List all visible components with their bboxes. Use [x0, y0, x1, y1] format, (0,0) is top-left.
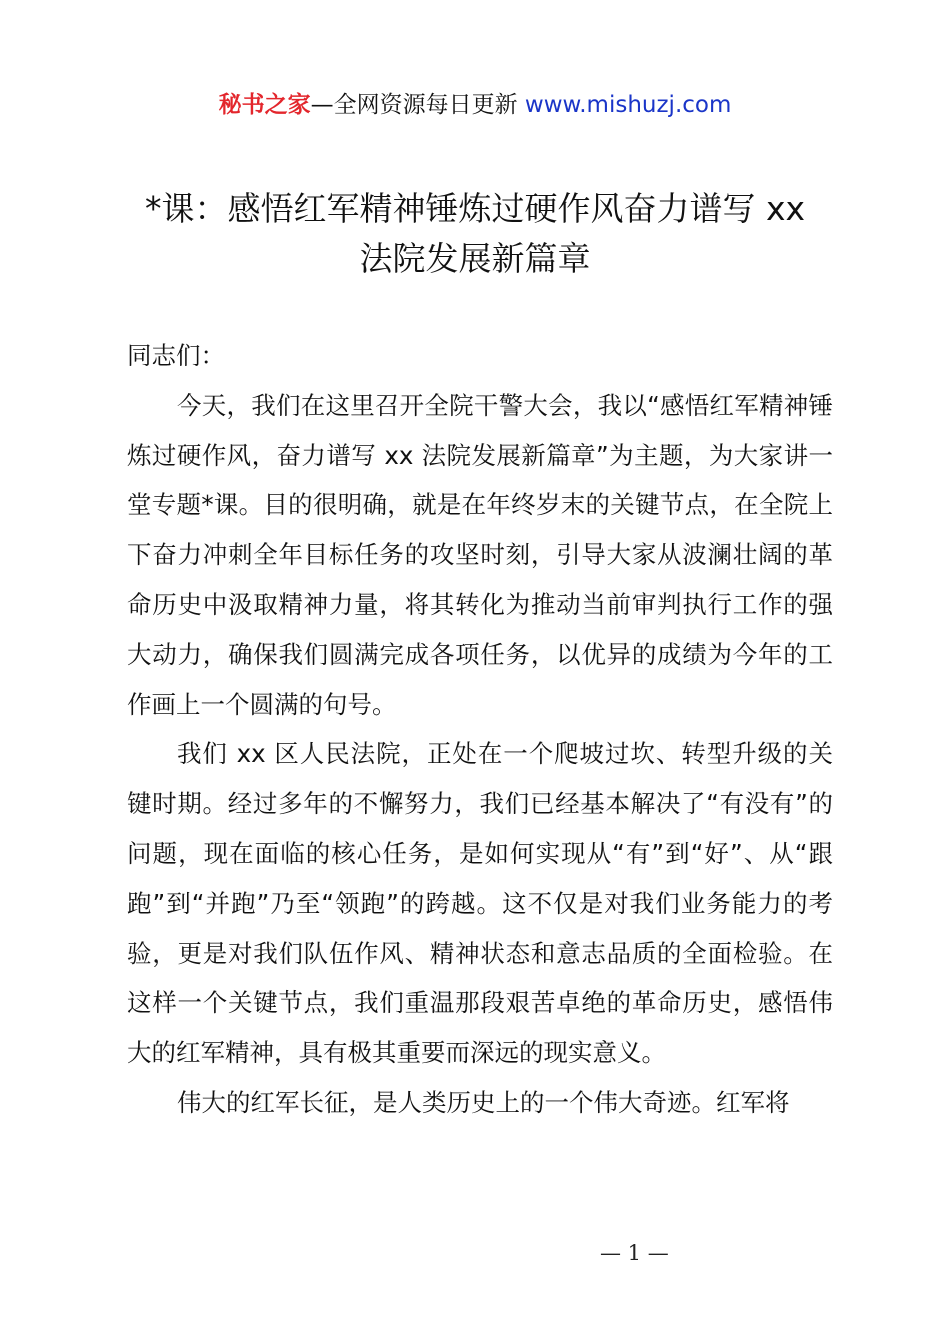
paragraph-1: 今天，我们在这里召开全院干警大会，我以“感悟红军精神锤炼过硬作风，奋力谱写 xx 法院发展新篇章”为主题，为大家讲一堂专题*课。目的很明确，就是在年终岁末的关键节点，在全院上下奋力冲刺全年目标任务的攻坚时刻，引导大家从波澜壮阔的革命历史中汲取精神力量，将其转化为推动当前审判执行工作的强大动力，确保我们圆满完成各项任务，以优异的成绩为今年的工作画上一个圆满的句号。: [127, 390, 833, 719]
greeting: 同志们：: [127, 341, 225, 370]
brand-name: 秘书之家: [218, 92, 311, 118]
title-line-2: 法院发展新篇章: [359, 239, 591, 278]
paragraph-2: 我们 xx 区人民法院，正处在一个爬坡过坎、转型升级的关键时期。经过多年的不懈努力，我们已经基本解决了“有没有”的问题，现在面临的核心任务，是如何实现从“有”到“好”、从“跟跑”到“并跑”乃至“领跑”的跨越。这不仅是对我们业务能力的考验，更是对我们队伍作风、精神状态和意志品质的全面检验。在这样一个关键节点，我们重温那段艰苦卓绝的革命历史，感悟伟大的红军精神，具有极其重要而深远的现实意义。: [127, 739, 833, 1068]
header-tagline: —全网资源每日更新: [310, 92, 518, 118]
page-number: — 1 —: [600, 1241, 669, 1265]
site-header: [0, 88, 950, 122]
title-line-1: *课：感悟红军精神锤炼过硬作风奋力谱写 xx: [144, 189, 806, 228]
document-title: [112, 184, 838, 284]
paragraph-3: 伟大的红军长征，是人类历史上的一个伟大奇迹。红军将: [177, 1087, 790, 1117]
site-url-link[interactable]: www.mishuzj.com: [524, 92, 732, 118]
document-body: [127, 331, 833, 1128]
